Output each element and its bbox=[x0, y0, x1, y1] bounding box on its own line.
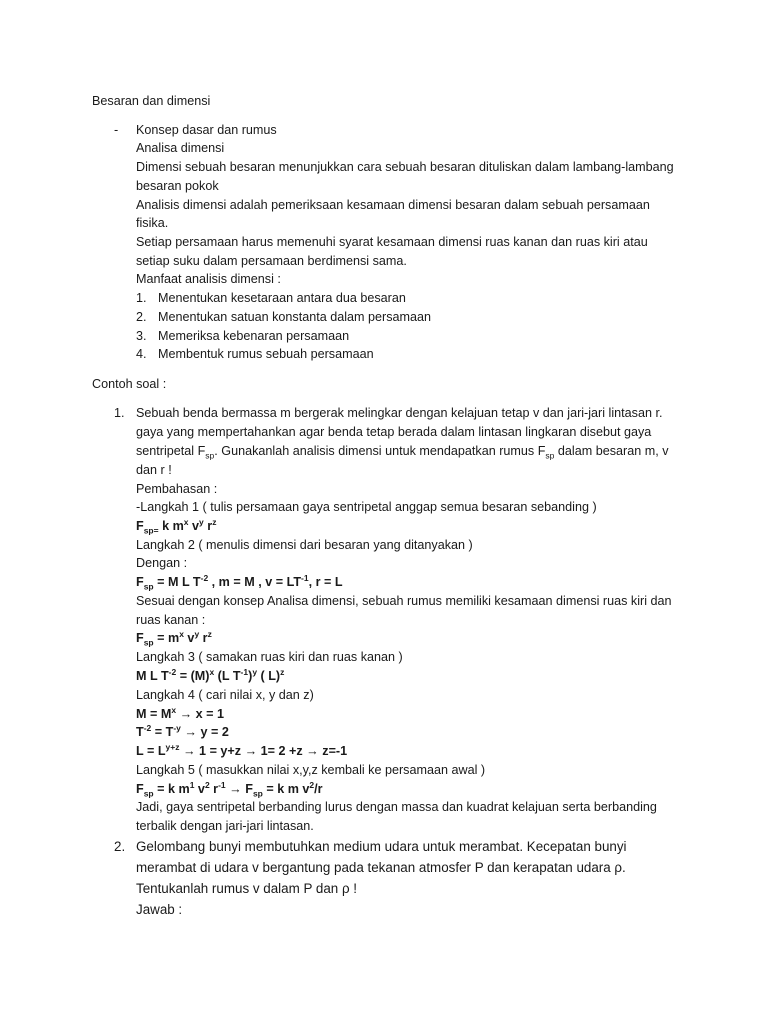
examples-heading: Contoh soal : bbox=[92, 377, 167, 391]
question-line: Sebuah benda bermassa m bergerak melingkar dengan kelajuan tetap v dan jari-jari lintasan r. bbox=[136, 406, 663, 420]
equation: $F_{sp} = k$ $m^1$ $v^2$ $r^{-1} \to F_{sp} = k$ m $v^2/r$ bbox=[136, 779, 323, 799]
question-line: merambat di udara v bergantung pada tekanan atmosfer P dan kerapatan udara ρ. bbox=[136, 860, 626, 875]
question-line: sentripetal $F_{sp}$. Gunakanlah analisis dimensi untuk mendapatkan rumus $F_{sp}$ dalam besaran m, v bbox=[136, 444, 669, 461]
pembahasan-label: Pembahasan : bbox=[136, 482, 218, 496]
paragraph-line: Dimensi sebuah besaran menunjukkan cara sebuah besaran dituliskan dalam lambang-lambang bbox=[136, 160, 674, 174]
equation: $M = M^x \to x = 1$ bbox=[136, 704, 225, 721]
list-item: Menentukan kesetaraan antara dua besaran bbox=[158, 291, 406, 305]
dengan-label: Dengan : bbox=[136, 556, 188, 570]
list-number: 3. bbox=[136, 329, 147, 343]
paragraph-line: Sesuai dengan konsep Analisa dimensi, sebuah rumus memiliki kesamaan dimensi ruas kiri dan bbox=[136, 594, 672, 608]
conclusion-line: Jadi, gaya sentripetal berbanding lurus dengan massa dan kuadrat kelajuan serta berbanding bbox=[136, 800, 657, 814]
jawab-label: Jawab : bbox=[136, 902, 183, 917]
paragraph-line: fisika. bbox=[136, 216, 169, 230]
bullet-dash: - bbox=[114, 123, 119, 137]
list-number: 4. bbox=[136, 347, 147, 361]
conclusion-line: terbalik dengan jari-jari lintasan. bbox=[136, 819, 314, 833]
document-title: Besaran dan dimensi bbox=[92, 94, 211, 108]
equation: $F_{sp=}$ k $m^x$ $v^y$ $r^z$ bbox=[136, 516, 217, 536]
section-subheading: Analisa dimensi bbox=[136, 141, 225, 155]
question-line: gaya yang mempertahankan agar benda tetap berada dalam lintasan lingkaran disebut gaya bbox=[136, 425, 652, 439]
step-label: Langkah 3 ( samakan ruas kiri dan ruas kanan ) bbox=[136, 650, 403, 664]
step-label: -Langkah 1 ( tulis persamaan gaya sentripetal anggap semua besaran sebanding ) bbox=[136, 500, 597, 514]
question-line: Gelombang bunyi membutuhkan medium udara untuk merambat. Kecepatan bunyi bbox=[136, 839, 627, 854]
paragraph-line: ruas kanan : bbox=[136, 613, 206, 627]
equation: M L $T^{-2} = (M)^x$ (L $T^{-1})^y$ ( L)$^z$ bbox=[136, 666, 285, 683]
list-item: Menentukan satuan konstanta dalam persamaan bbox=[158, 310, 432, 324]
step-label: Langkah 5 ( masukkan nilai x,y,z kembali ke persamaan awal ) bbox=[136, 763, 486, 777]
question-line: dan r ! bbox=[136, 463, 172, 477]
paragraph-line: Manfaat analisis dimensi : bbox=[136, 272, 281, 286]
section-heading: Konsep dasar dan rumus bbox=[136, 123, 277, 137]
paragraph-line: Setiap persamaan harus memenuhi syarat kesamaan dimensi ruas kanan dan ruas kiri atau bbox=[136, 235, 648, 249]
list-item: Memeriksa kebenaran persamaan bbox=[158, 329, 350, 343]
equation: $T^{-2} = T^{-y} \to y = 2$ bbox=[136, 722, 229, 739]
equation: $L = L^{y+z} \to 1 = y+z \to 1= 2 +z \to z=-1$ bbox=[136, 741, 348, 758]
question-line: Tentukanlah rumus v dalam P dan ρ ! bbox=[136, 881, 357, 896]
paragraph-line: Analisis dimensi adalah pemeriksaan kesamaan dimensi besaran dalam sebuah persamaan bbox=[136, 198, 650, 212]
list-number: 1. bbox=[136, 291, 147, 305]
equation: $F_{sp} = m^x$ $v^y$ $r^z$ bbox=[136, 628, 212, 648]
question-number: 2. bbox=[114, 839, 126, 854]
paragraph-line: setiap suku dalam persamaan berdimensi sama. bbox=[136, 254, 407, 268]
step-label: Langkah 4 ( cari nilai x, y dan z) bbox=[136, 688, 314, 702]
question-number: 1. bbox=[114, 406, 125, 420]
list-number: 2. bbox=[136, 310, 147, 324]
paragraph-line: besaran pokok bbox=[136, 179, 219, 193]
step-label: Langkah 2 ( menulis dimensi dari besaran yang ditanyakan ) bbox=[136, 538, 473, 552]
equation: $F_{sp} = M$ L $T^{-2}$ , m = M , $v = LT^{-1}$, r = L bbox=[136, 572, 343, 592]
list-item: Membentuk rumus sebuah persamaan bbox=[158, 347, 374, 361]
